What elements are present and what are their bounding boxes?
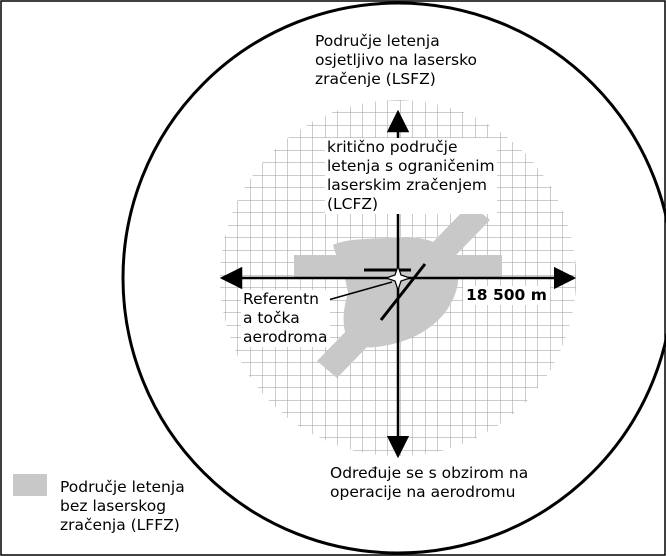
reference-point-label: Referentn a točka aerodroma [243, 290, 328, 346]
legend-swatch [13, 474, 47, 496]
legend-label: Područje letenja bez laserskog zračenja (LFFZ) [60, 478, 185, 534]
outer-zone-note: Određuje se s obzirom na operacije na aerodromu [330, 464, 529, 501]
radius-distance-label: 18 500 m [463, 286, 550, 305]
lsfz-label: Područje letenja osjetljivo na lasersko zračenje (LSFZ) [315, 32, 478, 88]
lcfz-label: kritično područje letenja s ograničenim laserskim zračenjem (LCFZ) [327, 138, 495, 213]
